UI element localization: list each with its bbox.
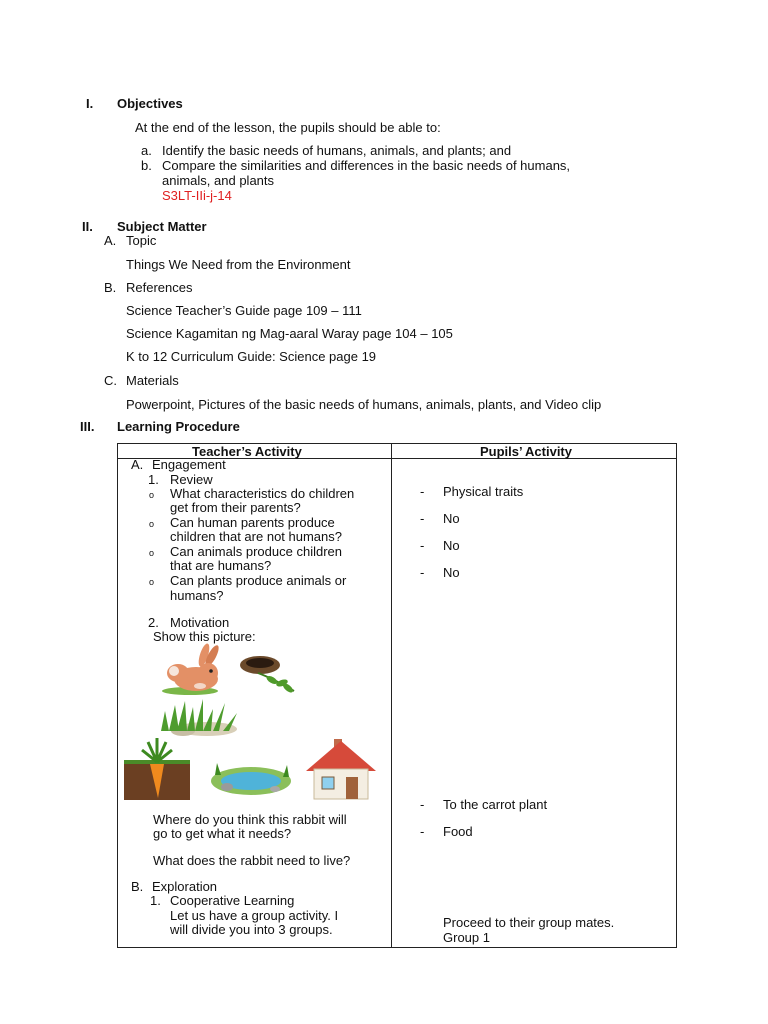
topic-marker: A.	[104, 233, 117, 248]
objective-b-marker: b.	[141, 158, 152, 173]
review-marker: 1.	[148, 472, 159, 487]
materials-marker: C.	[104, 373, 117, 388]
engagement-marker: A.	[131, 457, 144, 472]
answer-6-dash: -	[420, 824, 425, 839]
review-label: Review	[170, 472, 213, 487]
competency-code: S3LT-IIi-j-14	[162, 188, 232, 203]
section-1-heading: Objectives	[117, 96, 183, 111]
proceed-line-1: Proceed to their group mates.	[443, 915, 615, 930]
reference-3: K to 12 Curriculum Guide: Science page 19	[126, 349, 377, 364]
section-3-heading: Learning Procedure	[117, 419, 240, 434]
grass-icon	[155, 697, 247, 737]
exploration-marker: B.	[131, 879, 144, 894]
question-2-line-1: Can human parents produce	[170, 515, 335, 530]
reference-2: Science Kagamitan ng Mag-aaral Waray page 104 – 105	[126, 326, 453, 341]
motivation-marker: 2.	[148, 615, 159, 630]
objectives-intro: At the end of the lesson, the pupils should be able to:	[135, 120, 441, 135]
pond-icon	[205, 757, 297, 799]
references-marker: B.	[104, 280, 117, 295]
answer-3-dash: -	[420, 538, 425, 553]
show-picture-text: Show this picture:	[153, 629, 256, 644]
answer-2: No	[443, 511, 460, 526]
answer-5: To the carrot plant	[443, 797, 548, 812]
materials-value: Powerpoint, Pictures of the basic needs of humans, animals, plants, and Video clip	[126, 397, 602, 412]
column-divider	[391, 444, 392, 947]
section-1-numeral: I.	[86, 96, 94, 111]
answer-5-dash: -	[420, 797, 425, 812]
group-activity-line-2: will divide you into 3 groups.	[170, 922, 333, 937]
answer-4: No	[443, 565, 460, 580]
proceed-line-2: Group 1	[443, 930, 490, 945]
rabbit-icon	[160, 645, 232, 695]
question-3-line-1: Can animals produce children	[170, 544, 342, 559]
question-3-line-2: that are humans?	[170, 558, 272, 573]
section-2-numeral: II.	[82, 219, 93, 234]
pupils-activity-header: Pupils’ Activity	[480, 444, 572, 459]
question-1-bullet: o	[149, 490, 155, 500]
teacher-activity-header: Teacher’s Activity	[192, 444, 302, 459]
answer-1-dash: -	[420, 484, 425, 499]
answer-1: Physical traits	[443, 484, 524, 499]
question-3-bullet: o	[149, 548, 155, 558]
house-icon	[304, 737, 378, 801]
rabbit-question-line-1: Where do you think this rabbit will	[153, 812, 347, 827]
rabbit-question-line-2: go to get what it needs?	[153, 826, 292, 841]
reference-1: Science Teacher’s Guide page 109 – 111	[126, 303, 362, 318]
carrot-icon	[124, 738, 190, 800]
topic-label: Topic	[126, 233, 157, 248]
references-label: References	[126, 280, 193, 295]
materials-label: Materials	[126, 373, 179, 388]
section-3-numeral: III.	[80, 419, 95, 434]
objective-b-line-2: animals, and plants	[162, 173, 275, 188]
objective-a-marker: a.	[141, 143, 152, 158]
objective-b-line-1: Compare the similarities and differences in the basic needs of humans,	[162, 158, 571, 173]
question-4-line-1: Can plants produce animals or	[170, 573, 347, 588]
answer-6: Food	[443, 824, 473, 839]
motivation-label: Motivation	[170, 615, 230, 630]
question-2-line-2: children that are not humans?	[170, 529, 342, 544]
coop-label: Cooperative Learning	[170, 893, 295, 908]
question-4-line-2: humans?	[170, 588, 224, 603]
objective-a-text: Identify the basic needs of humans, animals, and plants; and	[162, 143, 512, 158]
nest-icon	[238, 653, 300, 695]
answer-4-dash: -	[420, 565, 425, 580]
coop-marker: 1.	[150, 893, 161, 908]
live-question: What does the rabbit need to live?	[153, 853, 351, 868]
group-activity-line-1: Let us have a group activity. I	[170, 908, 339, 923]
question-2-bullet: o	[149, 519, 155, 529]
section-2-heading: Subject Matter	[117, 219, 207, 234]
question-4-bullet: o	[149, 577, 155, 587]
topic-value: Things We Need from the Environment	[126, 257, 351, 272]
question-1-line-2: get from their parents?	[170, 500, 301, 515]
exploration-label: Exploration	[152, 879, 218, 894]
engagement-label: Engagement	[152, 457, 226, 472]
question-1-line-1: What characteristics do children	[170, 486, 355, 501]
answer-2-dash: -	[420, 511, 425, 526]
answer-3: No	[443, 538, 460, 553]
